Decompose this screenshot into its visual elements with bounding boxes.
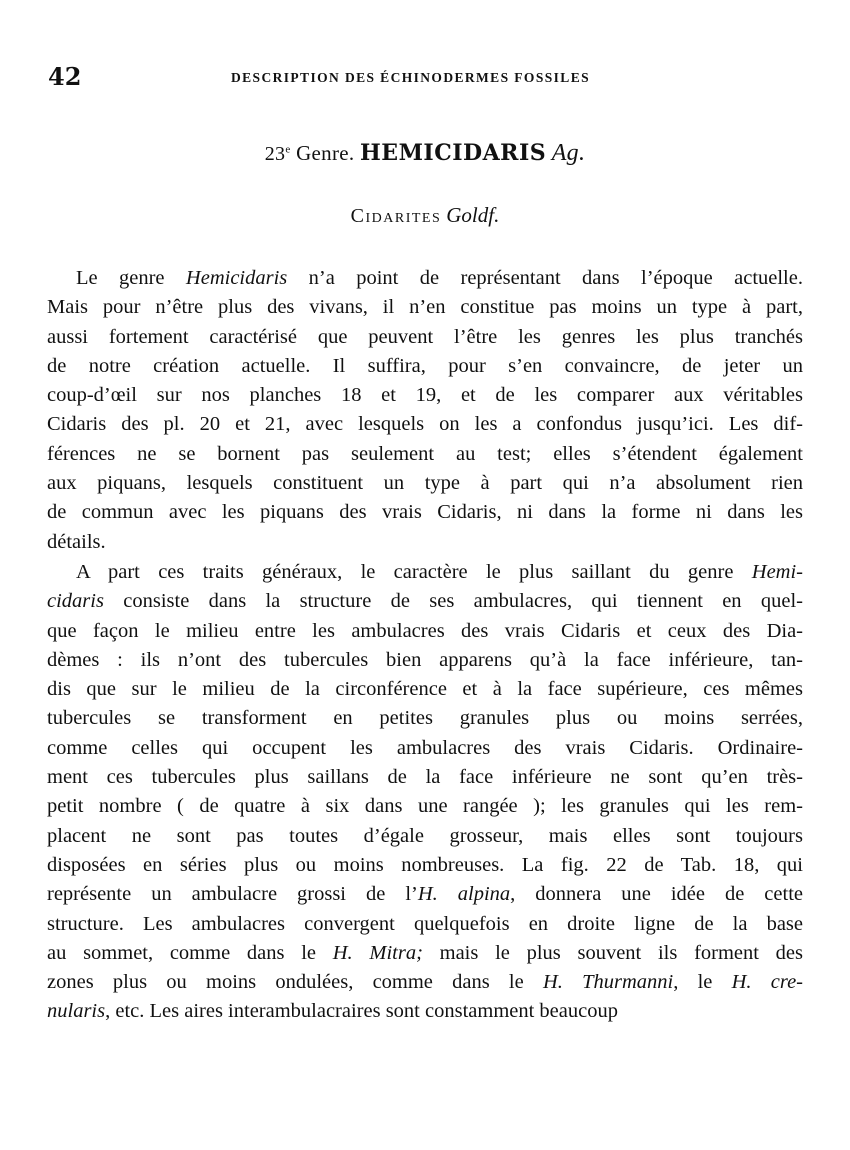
genus-heading [0,140,850,167]
italic-term: H. alpina [417,883,511,906]
synonym-line [0,203,850,228]
text-line: A part ces traits généraux, le caractère le plus saillant du genre Hemi- [76,560,803,583]
text-line: aussi fortement caractérisé que peuvent l’être les genres les plus tranchés [47,325,803,348]
text-line: que façon le milieu entre les ambulacres des vrais Cidaris et ceux des Dia- [47,619,803,642]
text-line: Mais pour n’être plus des vivans, il n’en constitue pas moins un type à part, [47,296,803,319]
genus-label: Genre. [296,141,355,165]
text-line: ment ces tubercules plus saillans de la face inférieure ne sont qu’en très- [47,766,803,789]
synonym-author: Goldf. [446,203,500,227]
text-line: comme celles qui occupent les ambulacres des vrais Cidaris. Ordinaire- [47,736,803,759]
text-line: petit nombre ( de quatre à six dans une rangée ); les granules qui les rem- [47,795,803,818]
text-line: de notre création actuelle. Il suffira, pour s’en convaincre, de jeter un [47,354,803,377]
text-line: férences ne se bornent pas seulement au test; elles s’étendent également [47,442,803,465]
text-line: placent ne sont pas toutes d’égale grosseur, mais elles sont toujours [47,824,803,847]
body-text [47,264,803,1027]
text-line: aux piquans, lesquels constituent un type à part qui n’a absolument rien [47,472,803,495]
text-line: structure. Les ambulacres convergent quelquefois en droite ligne de la base [47,912,803,935]
running-head [48,62,808,92]
text-line: Cidaris des pl. 20 et 21, avec lesquels on les a confondus jusqu’ici. Les dif- [47,413,803,436]
synonym-name: Cidarites [350,205,442,227]
text-line: tubercules se transforment en petites granules plus ou moins serrées, [47,707,803,730]
italic-term: H. cre- [731,971,803,994]
paragraph [47,264,803,557]
text-line: au sommet, comme dans le H. Mitra; mais le plus souvent ils forment des [47,941,803,964]
text-line: de commun avec les piquans des vrais Cidaris, ni dans la forme ni dans les [47,501,803,524]
genus-ordinal: 23e [264,143,291,165]
text-line: disposées en séries plus ou moins nombreuses. La fig. 22 de Tab. 18, qui [47,853,803,876]
running-title: DESCRIPTION DES ÉCHINODERMES FOSSILES [231,70,591,85]
text-line: coup-d’œil sur nos planches 18 et 19, et de les comparer aux véritables [47,384,803,407]
italic-term: Hemicidaris [185,267,288,289]
italic-term: H. Thurmanni [542,971,674,994]
italic-term: cidaris [47,590,104,613]
paragraph [47,558,803,1027]
genus-name: HEMICIDARIS [360,140,547,166]
text-line: dèmes : ils n’ont des tubercules bien apparens qu’à la face inférieure, tan- [47,648,803,671]
text-line: dis que sur le milieu de la circonférence et à la face supérieure, ces mêmes [47,678,803,701]
page-number: 42 [48,62,82,91]
italic-term: nularis [47,1000,106,1023]
text-line: nularis, etc. Les aires interambulacraires sont constamment beaucoup [47,1000,618,1023]
genus-author: Ag. [551,140,586,166]
text-line: zones plus ou moins ondulées, comme dans le H. Thurmanni, le H. cre- [47,971,803,994]
italic-term: H. Mitra; [332,941,423,964]
text-line: détails. [47,530,106,553]
text-line: cidaris consiste dans la structure de ses ambulacres, qui tiennent en quel- [47,590,803,613]
italic-term: Hemi- [751,560,803,583]
text-line: Le genre Hemicidaris n’a point de représentant dans l’époque actuelle. [76,267,803,289]
text-line: représente un ambulacre grossi de l’H. alpina, donnera une idée de cette [47,883,803,906]
